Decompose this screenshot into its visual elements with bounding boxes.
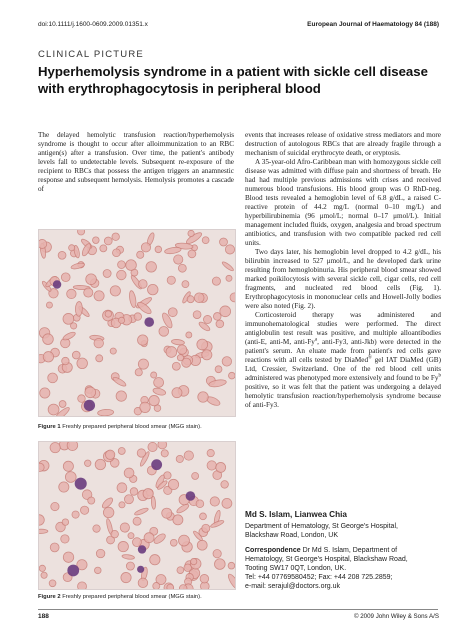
- red-blood-cell: [140, 402, 150, 412]
- red-blood-cell: [153, 582, 160, 589]
- blood-smear-image: [39, 442, 235, 589]
- red-blood-cell: [178, 264, 186, 272]
- red-blood-cell: [188, 230, 194, 236]
- red-blood-cell: [167, 276, 175, 284]
- red-blood-cell: [104, 237, 112, 245]
- red-blood-cell: [41, 572, 47, 578]
- red-blood-cell: [228, 562, 235, 569]
- red-blood-cell: [203, 315, 211, 323]
- red-blood-cell: [39, 529, 48, 533]
- red-blood-cell: [161, 450, 168, 457]
- red-blood-cell: [84, 288, 93, 297]
- copyright: © 2009 John Wiley & Sons A/S: [353, 613, 439, 620]
- correspondence: Correspondence Dr Md S. Islam, Department of Hematology, St George's Hospital, Blackshaw Road, Tooting SW17 0QT, London, UK. Tel: +44 07769580452; Fax: +44 208 725.2859; e-mail: serajul@doctors.org.uk: [245, 547, 408, 590]
- red-blood-cell: [117, 270, 127, 280]
- red-blood-cell: [58, 251, 66, 259]
- doi: doi:10.1111/j.1600-0609.2009.01351.x: [38, 21, 148, 28]
- nucleated-cell: [138, 545, 146, 553]
- paragraph: events that increases release of oxidative stress mediators and more destruction of autologous RBCs that are already fragile through a mechanism of suicidal erythrocyte death, or eryptosis.: [245, 131, 441, 157]
- nucleated-cell: [53, 280, 61, 288]
- paragraph: The delayed hemolytic transfusion reaction/hyperhemolysis syndrome is thought to occur after alloimmunization to an RBC antigen(s) after a transfusion. Over time, the patient's antibody levels fall to undetectable levels. Subsequent re-exposure of the recipient to RBCs that possess the antigen triggers an anamnestic response and subsequent hemolysis. Hemolysis promotes a cascade of: [38, 131, 234, 193]
- red-blood-cell: [173, 515, 183, 525]
- red-blood-cell: [39, 463, 44, 471]
- red-blood-cell: [192, 472, 199, 479]
- red-blood-cell: [94, 567, 101, 574]
- red-blood-cell: [222, 498, 232, 508]
- red-blood-cell: [193, 311, 201, 319]
- red-blood-cell: [94, 338, 104, 348]
- red-blood-cell: [117, 483, 127, 493]
- page-number: 188: [38, 613, 49, 620]
- red-blood-cell: [103, 507, 113, 517]
- caption-text: Freshly prepared peripheral blood smear (MGG stain).: [62, 594, 202, 600]
- red-blood-cell: [112, 233, 119, 240]
- red-blood-cell: [78, 230, 85, 235]
- article-title: Hyperhemolysis syndrome in a patient with sickle cell disease with erythrophagocytosis in peripheral blood: [38, 64, 428, 96]
- paragraph: Two days later, his hemoglobin level dropped to 4.2 g/dL, his bilirubin increased to 527 μmol/L, and he developed dark urine resulting from hemoglobinuria. His peripheral blood smear showed marked poikilocytosis with several sickle cell, cigar cells, red cell fragments, and nucleated red blood cells (Fig. 1). Erythrophagocytosis in mononuclear cells and Howell-Jolly bodies were also noted (Fig. 2).: [245, 248, 441, 310]
- red-blood-cell: [39, 565, 45, 571]
- red-blood-cell: [188, 250, 196, 258]
- red-blood-cell: [72, 351, 80, 359]
- figure-2-image: [38, 441, 236, 590]
- red-blood-cell: [77, 358, 88, 369]
- nucleated-cell: [67, 565, 79, 577]
- right-column-text: [245, 131, 441, 410]
- red-blood-cell: [134, 313, 142, 321]
- red-blood-cell: [124, 468, 134, 478]
- red-blood-cell: [105, 450, 114, 459]
- red-blood-cell: [126, 562, 134, 570]
- red-blood-cell: [150, 555, 160, 565]
- red-blood-cell: [212, 277, 220, 285]
- red-blood-cell: [214, 559, 225, 570]
- red-blood-cell: [210, 497, 219, 506]
- red-blood-cell: [62, 357, 69, 364]
- red-blood-cell: [69, 245, 75, 251]
- red-blood-cell: [67, 442, 78, 451]
- red-blood-cell: [59, 401, 66, 408]
- red-blood-cell: [138, 359, 148, 369]
- red-blood-cell: [177, 354, 183, 360]
- red-blood-cell: [93, 525, 100, 532]
- red-blood-cell: [202, 237, 209, 244]
- affiliation: Department of Hematology, St George's Hospital, Blackshaw Road, London, UK: [245, 523, 398, 539]
- red-blood-cell: [63, 552, 73, 562]
- red-blood-cell: [168, 308, 177, 317]
- red-blood-cell: [207, 461, 216, 470]
- red-blood-cell: [133, 517, 141, 525]
- red-blood-cell: [216, 462, 226, 472]
- red-blood-cell: [118, 541, 128, 551]
- red-blood-cell: [72, 511, 79, 518]
- nucleated-cell: [151, 459, 162, 470]
- red-blood-cell: [168, 479, 178, 489]
- red-blood-cell: [63, 461, 73, 471]
- red-blood-cell: [166, 347, 177, 358]
- figure-label: Figure 2: [38, 594, 61, 600]
- red-blood-cell: [43, 334, 54, 345]
- red-blood-cell: [215, 366, 222, 373]
- red-blood-cell: [61, 535, 69, 543]
- red-blood-cell: [132, 538, 141, 547]
- red-blood-cell: [184, 451, 193, 460]
- red-blood-cell: [155, 246, 162, 253]
- red-blood-cell: [137, 449, 145, 457]
- red-blood-cell: [126, 260, 137, 271]
- red-blood-cell: [130, 488, 138, 496]
- red-blood-cell: [48, 404, 59, 415]
- red-blood-cell: [120, 523, 129, 532]
- red-blood-cell: [84, 460, 90, 466]
- red-blood-cell: [162, 508, 172, 518]
- red-blood-cell: [222, 357, 231, 366]
- red-blood-cell: [40, 388, 50, 398]
- red-blood-cell: [220, 238, 228, 246]
- red-blood-cell: [118, 447, 125, 454]
- red-blood-cell: [196, 500, 204, 508]
- red-blood-cell: [177, 345, 186, 354]
- red-blood-cell: [202, 524, 210, 532]
- red-blood-cell: [39, 239, 47, 248]
- red-blood-cell: [110, 348, 116, 354]
- red-blood-cell: [194, 293, 204, 303]
- red-blood-cell: [179, 535, 190, 546]
- red-blood-cell: [148, 284, 158, 294]
- red-blood-cell: [135, 369, 142, 376]
- red-blood-cell: [138, 578, 148, 588]
- red-blood-cell: [103, 269, 111, 277]
- red-blood-cell: [213, 550, 221, 558]
- red-blood-cell: [65, 472, 76, 483]
- red-blood-cell: [144, 533, 154, 543]
- red-blood-cell: [110, 286, 120, 296]
- red-blood-cell: [172, 388, 182, 398]
- red-blood-cell: [61, 273, 70, 282]
- red-blood-cell: [226, 275, 232, 281]
- nucleated-cell: [84, 400, 95, 411]
- red-blood-cell: [216, 320, 224, 328]
- red-blood-cell: [197, 339, 208, 350]
- red-blood-cell: [228, 372, 235, 379]
- red-blood-cell: [158, 442, 167, 449]
- red-blood-cell: [191, 558, 197, 564]
- red-blood-cell: [170, 539, 177, 546]
- figure-1-caption: [38, 424, 202, 430]
- figure-2-caption: [38, 594, 202, 600]
- red-blood-cell: [85, 387, 96, 398]
- caption-text: Freshly prepared peripheral blood smear (MGG stain).: [62, 424, 202, 430]
- red-blood-cell: [78, 395, 86, 403]
- red-blood-cell: [119, 502, 125, 508]
- red-blood-cell: [149, 395, 159, 405]
- red-blood-cell: [177, 567, 184, 574]
- paragraph: A 35-year-old Afro-Caribbean man with homozygous sickle cell disease was admitted with diffuse pain and shortness of breath. He had had multiple previous admissions with crises and received numerous blood transfusions. His blood group was O RhD-neg. Blood tests revealed a hemoglobin level of 6.8 g/dL, a raised C-reactive protein of 44.2 mg/L (normal 0–10 mg/L) and hyperbilirubinemia (96 μmol/L; normal 0–17 μmol/L). Initial management included fluids, oxygen, analgesia and broad spectrum antibiotics, and transfusion with two compatible packed red cell units.: [245, 158, 441, 247]
- red-blood-cell: [198, 392, 208, 402]
- red-blood-cell: [86, 274, 97, 285]
- red-blood-cell: [174, 255, 183, 264]
- red-blood-cell: [50, 543, 59, 552]
- nucleated-cell: [137, 566, 144, 573]
- red-blood-cell: [118, 261, 126, 269]
- red-blood-cell: [200, 513, 207, 520]
- red-blood-cell: [88, 497, 95, 504]
- footer-divider: [38, 609, 438, 610]
- red-blood-cell: [151, 372, 157, 378]
- red-blood-cell: [141, 243, 150, 252]
- red-blood-cell: [159, 327, 169, 337]
- red-blood-cell: [78, 582, 87, 589]
- red-blood-cell: [93, 237, 100, 244]
- blood-smear-image: [39, 230, 235, 416]
- red-blood-cell: [124, 495, 133, 504]
- nucleated-cell: [75, 478, 87, 490]
- red-blood-cell: [182, 281, 189, 288]
- red-blood-cell: [100, 245, 107, 252]
- red-blood-cell: [139, 280, 148, 289]
- red-blood-cell: [80, 506, 88, 514]
- red-blood-cell: [51, 502, 59, 510]
- red-blood-cell: [146, 262, 156, 272]
- red-blood-cell: [200, 574, 209, 583]
- red-blood-cell: [172, 362, 180, 370]
- red-blood-cell: [75, 301, 82, 316]
- section-label: CLINICAL PICTURE: [38, 49, 144, 60]
- red-blood-cell: [148, 442, 157, 451]
- red-blood-cell: [59, 482, 69, 492]
- authors: Md S. Islam, Lianwea Chia: [245, 510, 347, 519]
- red-blood-cell: [96, 549, 105, 558]
- red-blood-cell: [164, 472, 171, 479]
- left-column-text: [38, 131, 234, 194]
- red-blood-cell: [186, 332, 192, 338]
- red-blood-cell: [67, 289, 76, 298]
- red-blood-cell: [202, 350, 212, 360]
- red-blood-cell: [46, 302, 52, 308]
- red-blood-cell: [94, 291, 104, 301]
- red-blood-cell: [96, 355, 103, 362]
- nucleated-cell: [144, 317, 154, 327]
- red-blood-cell: [49, 580, 56, 587]
- red-blood-cell: [48, 373, 58, 383]
- red-blood-cell: [111, 530, 118, 537]
- red-blood-cell: [70, 323, 76, 329]
- red-blood-cell: [95, 459, 105, 469]
- figure-label: Figure 1: [38, 424, 61, 430]
- red-blood-cell: [138, 335, 148, 345]
- red-blood-cell: [105, 311, 111, 317]
- red-blood-cell: [179, 585, 187, 589]
- nucleated-cell: [186, 491, 196, 501]
- paragraph: Corticosteroid therapy was administered and immunohematological studies were performed. The direct antiglobulin test result was positive, and multiple alloantibodies (anti-E, anti-M, anti-Fy$^a$, anti-Fy3, anti-Jkb) were detected in the patient's serum. An eluate made from patient's red cells gave reactions with all cells tested by DiaMed® gel IAT DiaMed (GB) Ltd, Cressier, Switzerland. One of the red blood cell units administered was phenotyped more extensively and found to be Fy$^b$ positive, so it was felt that the patient was undergoing a delayed hemolytic transfusion reaction/hyperhemolysis syndrome because of anti-Fy3.: [245, 311, 441, 409]
- red-blood-cell: [167, 584, 174, 589]
- red-blood-cell: [176, 455, 183, 462]
- red-blood-cell: [128, 533, 134, 539]
- red-blood-cell: [121, 572, 131, 582]
- red-blood-cell: [118, 317, 124, 323]
- red-blood-cell: [225, 245, 234, 254]
- figure-1-image: [38, 229, 236, 417]
- red-blood-cell: [220, 306, 231, 317]
- red-blood-cell: [187, 296, 194, 303]
- red-blood-cell: [207, 449, 214, 456]
- correspondence-label: Correspondence: [245, 547, 301, 554]
- red-blood-cell: [50, 443, 60, 453]
- red-blood-cell: [62, 519, 69, 526]
- red-blood-cell: [113, 249, 121, 257]
- red-blood-cell: [143, 489, 153, 499]
- red-blood-cell: [197, 540, 207, 550]
- red-blood-cell: [137, 251, 144, 258]
- red-blood-cell: [221, 481, 229, 489]
- journal-header: European Journal of Haematology 84 (188): [307, 21, 439, 28]
- red-blood-cell: [43, 352, 53, 362]
- red-blood-cell: [154, 377, 164, 387]
- red-blood-cell: [116, 391, 126, 401]
